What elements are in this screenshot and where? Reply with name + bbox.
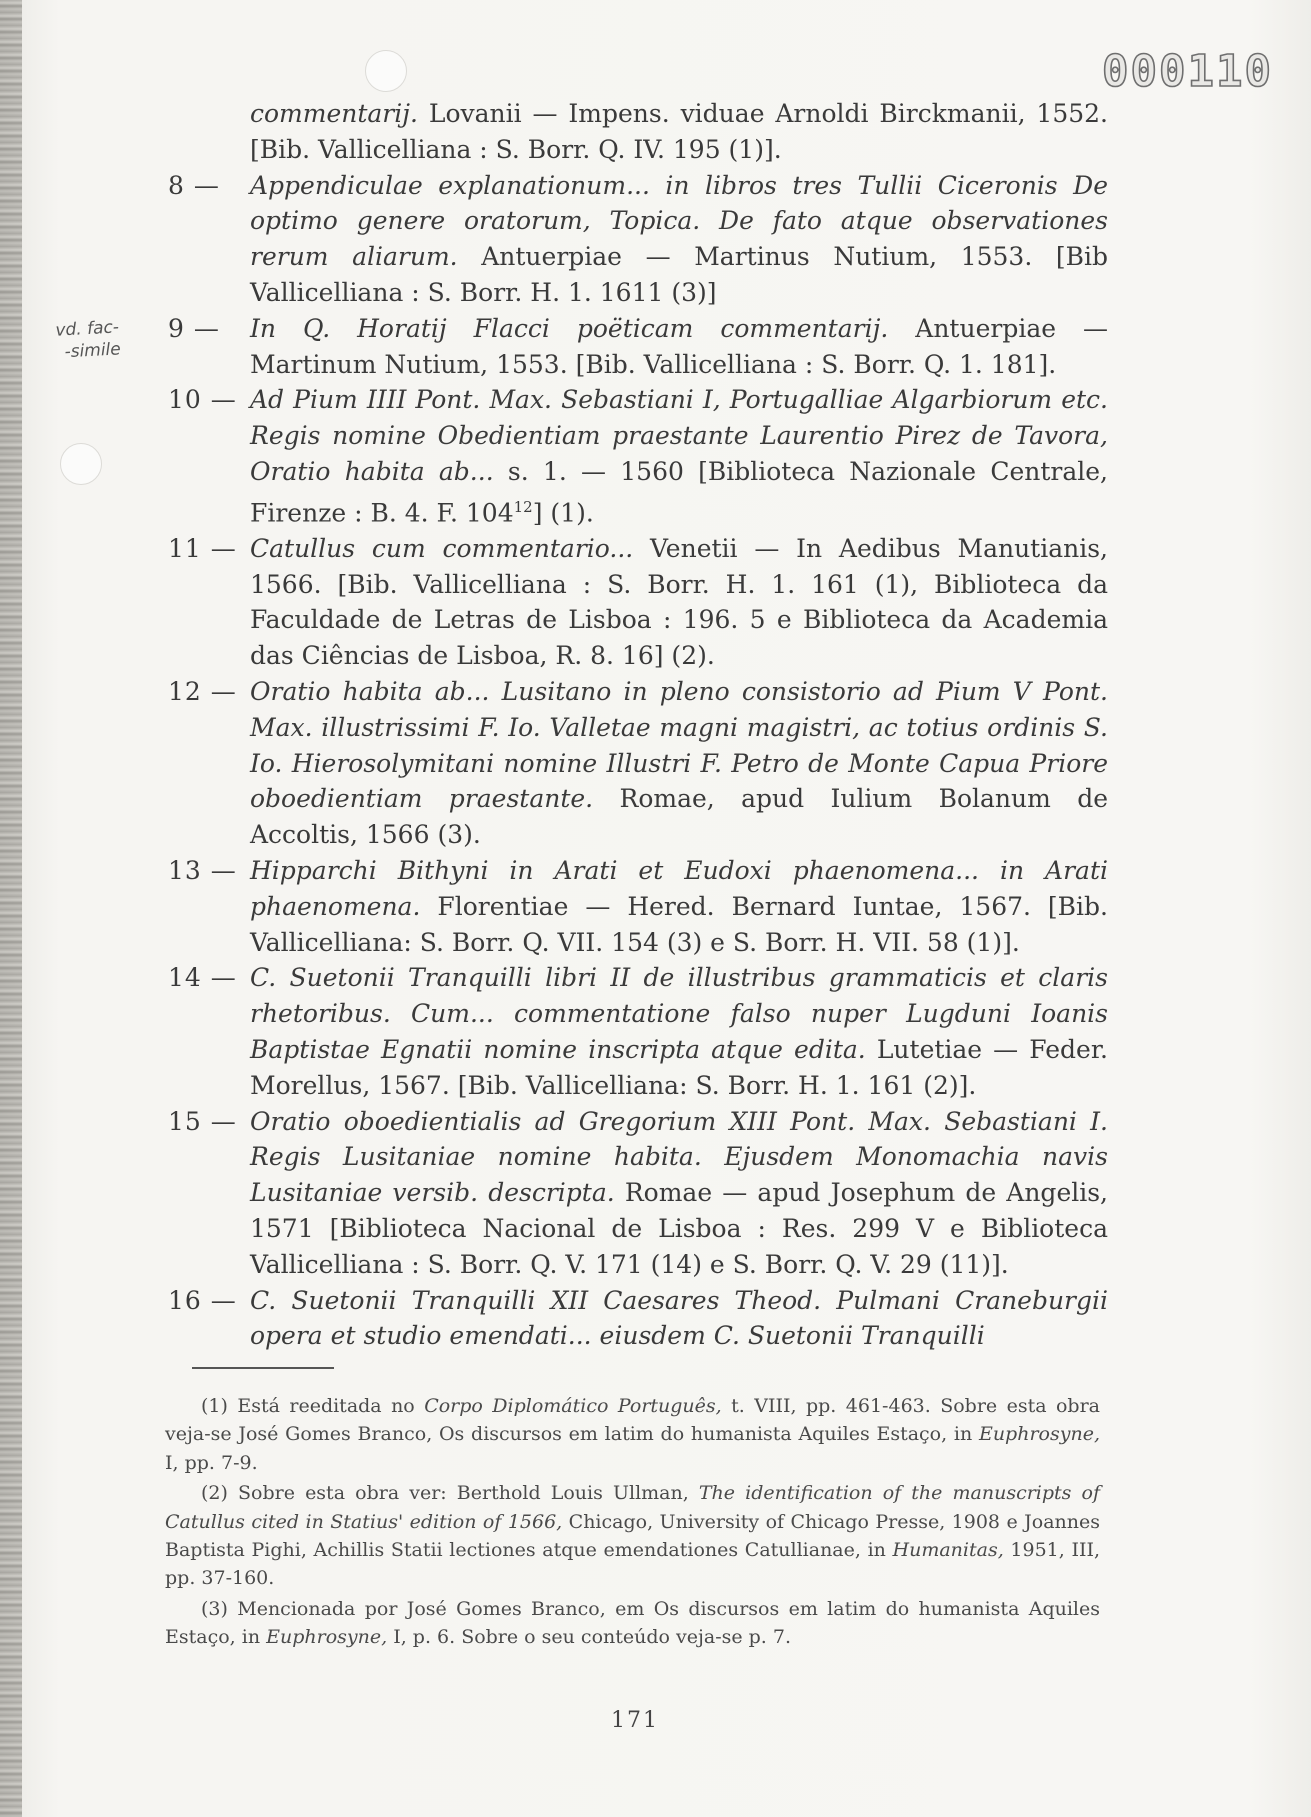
- footnotes: [165, 1392, 1100, 1654]
- entry-imprint: Antuerpiae — Martinus Nutium, 1553. [Bib Vallicelliana : S. Borr. H. 1. 1611 (3)]: [250, 242, 1108, 307]
- footnote-text: t. VIII, pp. 461-463. Sobre esta obra veja-se José Gomes Branco, Os discursos em latim do humanista Aquiles Estaço, in: [165, 1395, 1101, 1446]
- footnote-2: [165, 1479, 1100, 1593]
- entry-continuation: [168, 96, 1108, 168]
- entry-title: Oratio oboedientialis ad Gregorium XIII Pont. Max. Sebastiani I. Regis Lusitaniae nomine habita. Ejusdem Monomachia navis Lusitaniae versib. descripta.: [250, 1106, 1108, 1208]
- footnote-title: Corpo Diplomático Português,: [424, 1395, 722, 1417]
- entry-title: Hipparchi Bithyni in Arati et Eudoxi phaenomena... in Arati phaenomena.: [250, 856, 1108, 921]
- entry-imprint: Venetii — In Aedibus Manutianis, 1566. [Bib. Vallicelliana : S. Borr. H. 1. 161 (1), Biblioteca da Faculdade de Letras de Lisboa : 196. 5 e Biblioteca da Academia das Ciências de Lisboa, R. 8. 16] (2).: [250, 533, 1109, 671]
- footnote-1: [165, 1392, 1100, 1477]
- entry-imprint: Romae, apud Iulium Bolanum de Accoltis, 1566 (3).: [250, 784, 1108, 850]
- entry-number: 12 —: [168, 677, 237, 707]
- entry-title: Appendiculae explanationum... in libros tres Tullii Ciceronis De optimo genere oratorum, Topica. De fato atque observationes rerum aliarum.: [250, 170, 1108, 272]
- bibliography-list: [168, 96, 1108, 1354]
- entry-title: In Q. Horatij Flacci poëticam commentarij.: [250, 313, 889, 343]
- entry-title: Ad Pium IIII Pont. Max. Sebastiani I, Portugalliae Algarbiorum etc. Regis nomine Obedientiam praestante Laurentio Pirez de Tavora, Oratio habita ab...: [250, 385, 1108, 486]
- footnote-text: 1951, III, pp. 37-160.: [165, 1539, 1100, 1590]
- entry-14: [168, 960, 1108, 1103]
- margin-note-line-2: -simile: [64, 339, 122, 363]
- punch-hole-top: [365, 50, 407, 92]
- entry-number: 16 —: [168, 1285, 237, 1315]
- punch-hole-middle: [60, 443, 102, 485]
- binding-edge: [0, 0, 22, 1817]
- continuation-imprint: Lovanii — Impens. viduae Arnoldi Birckmanii, 1552. [Bib. Vallicelliana : S. Borr. Q. IV. 195 (1)].: [250, 99, 1108, 164]
- footnote-text: I, p. 6. Sobre o seu conteúdo veja-se p. 7.: [387, 1626, 792, 1649]
- footnote-text: (3) Mencionada por José Gomes Branco, em Os discursos em latim do humanista Aquiles Estaço, in: [165, 1597, 1100, 1649]
- entry-imprint: Florentiae — Hered. Bernard Iuntae, 1567. [Bib. Vallicelliana: S. Borr. Q. VII. 154 (3) e S. Borr. H. VII. 58 (1)].: [250, 891, 1108, 957]
- entry-12: [168, 674, 1108, 853]
- continuation-title: commentarij.: [250, 99, 418, 128]
- footnote-text: Chicago, University of Chicago Presse, 1908 e Joannes Baptista Pighi, Achillis Statii lectiones atque emendationes Catullianae, in: [165, 1510, 1100, 1562]
- footnote-3: [165, 1595, 1100, 1652]
- entry-10: [168, 382, 1108, 531]
- footnote-text: (2) Sobre esta obra ver: Berthold Louis Ullman,: [201, 1482, 699, 1505]
- footnote-separator: [192, 1367, 334, 1369]
- entry-title: C. Suetonii Tranquilli XII Caesares Theod. Pulmani Craneburgii opera et studio emendati... eiusdem C. Suetonii Tranquilli: [250, 1285, 1108, 1351]
- entry-number: 8 —: [168, 170, 220, 200]
- footnote-title: The identification of the manuscripts of Catullus cited in Statius' edition of 1566,: [165, 1482, 1100, 1533]
- entry-number: 11 —: [168, 533, 237, 563]
- entry-title: Catullus cum commentario...: [250, 533, 634, 563]
- page-number: 171: [611, 1708, 659, 1733]
- entry-15: [168, 1104, 1108, 1283]
- entry-number: 10 —: [168, 385, 237, 415]
- entry-16: [168, 1283, 1108, 1355]
- handwritten-margin-note: [55, 316, 121, 363]
- margin-note-line-1: vd. fac-: [54, 317, 120, 341]
- entry-imprint: Romae — apud Josephum de Angelis, 1571 [Biblioteca Nacional de Lisboa : Res. 299 V e Biblioteca Vallicelliana : S. Borr. Q. V. 171 (14) e S. Borr. Q. V. 29 (11)].: [250, 1178, 1109, 1279]
- entry-9: [168, 311, 1108, 383]
- archive-stamp-number: 000110: [1102, 46, 1273, 97]
- entry-11: [168, 531, 1108, 674]
- entry-imprint: Lutetiae — Feder. Morellus, 1567. [Bib. Vallicelliana: S. Borr. H. 1. 161 (2)].: [250, 1035, 1108, 1100]
- footnote-title: Humanitas,: [892, 1539, 1004, 1562]
- entry-imprint: s. 1. — 1560 [Biblioteca Nazionale Centrale, Firenze : B. 4. F. 104: [250, 456, 1108, 528]
- footnote-text: (1) Está reeditada no: [201, 1395, 425, 1417]
- entry-title: Oratio habita ab... Lusitano in pleno consistorio ad Pium V Pont. Max. illustrissimi F. Io. Valletae magni magistri, ac totius ordinis S. Io. Hierosolymitani nomine Illustri F. Petro de Monte Capua Priore oboedientiam praestante.: [250, 677, 1108, 814]
- entry-number: 9 —: [168, 313, 220, 343]
- entry-number: 14 —: [168, 963, 237, 993]
- entry-title: C. Suetonii Tranquilli libri II de illustribus grammaticis et claris rhetoribus. Cum... commentatione falso nuper Lugduni Ioanis Baptistae Egnatii nomine inscripta atque edita.: [250, 963, 1108, 1065]
- entry-number: 13 —: [168, 856, 237, 886]
- entry-8: [168, 168, 1108, 311]
- footnote-title: Euphrosyne,: [978, 1423, 1100, 1446]
- footnote-title: Euphrosyne,: [266, 1626, 388, 1649]
- footnote-text: I, pp. 7-9.: [165, 1451, 258, 1474]
- entry-imprint: Antuerpiae — Martinum Nutium, 1553. [Bib. Vallicelliana : S. Borr. Q. 1. 181].: [250, 313, 1109, 379]
- entry-superscript: 12: [513, 497, 533, 516]
- entry-number: 15 —: [168, 1106, 237, 1136]
- entry-imprint-end: ] (1).: [532, 498, 594, 528]
- entry-13: [168, 853, 1108, 960]
